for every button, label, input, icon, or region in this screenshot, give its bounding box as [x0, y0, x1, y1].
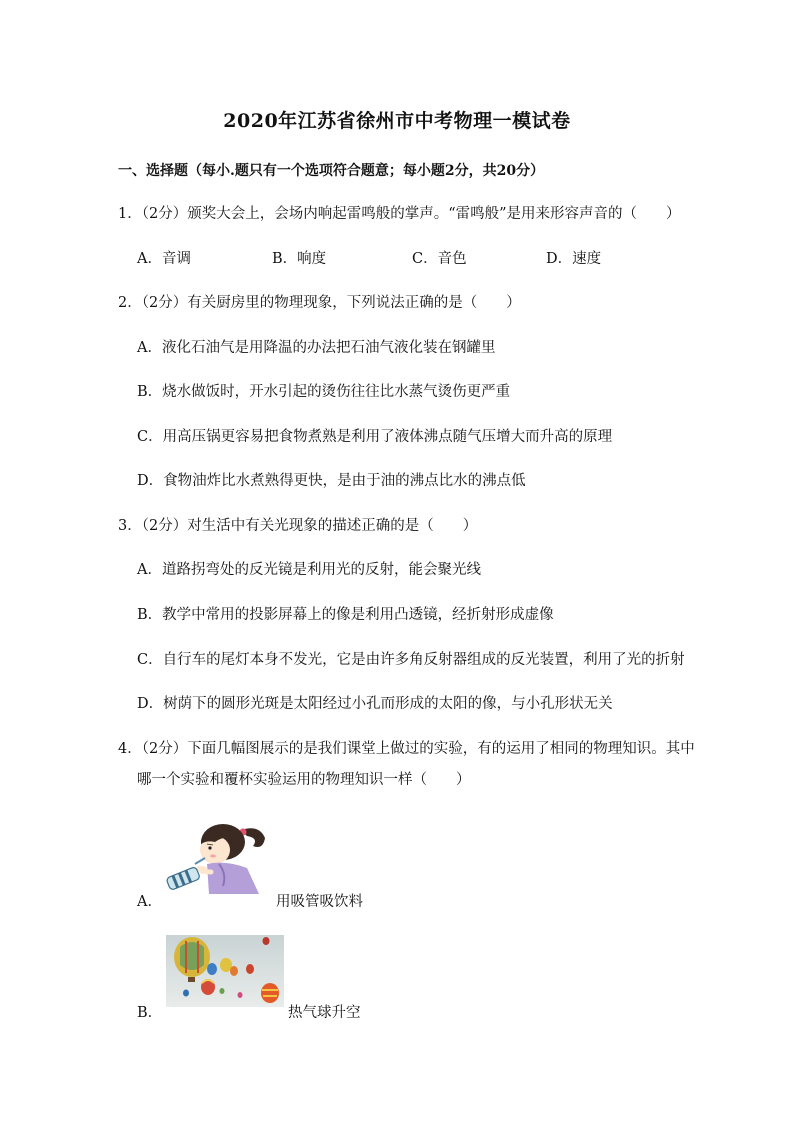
question-2-option-a: A．液化石油气是用降温的办法把石油气液化装在钢罐里	[137, 340, 496, 356]
page-title: 2020年江苏省徐州市中考物理一模试卷	[223, 110, 571, 132]
question-4-option-b-letter: B．	[137, 1005, 163, 1021]
question-3-option-c: C．自行车的尾灯本身不发光，它是由许多角反射器组成的反光装置，利用了光的折射	[137, 652, 685, 668]
question-2-option-c: C．用高压锅更容易把食物煮熟是利用了液体沸点随气压增大而升高的原理	[137, 429, 613, 445]
question-4-option-a-caption: 用吸管吸饮料	[276, 894, 363, 910]
question-4-option-a-letter: A．	[137, 894, 162, 910]
question-1-option-b: B．响度	[272, 251, 327, 267]
question-3-option-b: B．教学中常用的投影屏幕上的像是利用凸透镜，经折射形成虚像	[137, 607, 554, 623]
question-3-option-a: A．道路拐弯处的反光镜是利用光的反射，能会聚光线	[137, 562, 481, 578]
section-heading: 一、选择题（每小.题只有一个选项符合题意；每小题2分，共20分）	[118, 163, 545, 179]
question-4-stem-line-1: 4．（2分）下面几幅图展示的是我们课堂上做过的实验，有的运用了相同的物理知识。其中	[118, 741, 695, 757]
question-2-option-b: B．烧水做饭时，开水引起的烫伤往往比水蒸气烫伤更严重	[137, 384, 511, 400]
girl-drinking-straw-image	[163, 814, 273, 898]
question-1-option-c: C．音色	[412, 251, 467, 267]
question-4-option-b-caption: 热气球升空	[288, 1005, 361, 1021]
question-3-option-d: D．树荫下的圆形光斑是太阳经过小孔而形成的太阳的像，与小孔形状无关	[137, 696, 613, 712]
question-1-option-d: D．速度	[546, 251, 602, 267]
question-1-option-a: A．音调	[137, 251, 191, 267]
question-2-stem: 2．（2分）有关厨房里的物理现象，下列说法正确的是（ ）	[118, 295, 521, 311]
question-4-stem-line-2: 哪一个实验和覆杯实验运用的物理知识一样（ ）	[137, 772, 471, 788]
question-1-stem: 1．（2分）颁奖大会上，会场内响起雷鸣般的掌声。“雷鸣般”是用来形容声音的（ ）	[118, 206, 681, 222]
question-3-stem: 3．（2分）对生活中有关光现象的描述正确的是（ ）	[118, 518, 478, 534]
hot-air-balloons-image	[166, 935, 284, 1007]
question-2-option-d: D．食物油炸比水煮熟得更快，是由于油的沸点比水的沸点低	[137, 473, 526, 489]
